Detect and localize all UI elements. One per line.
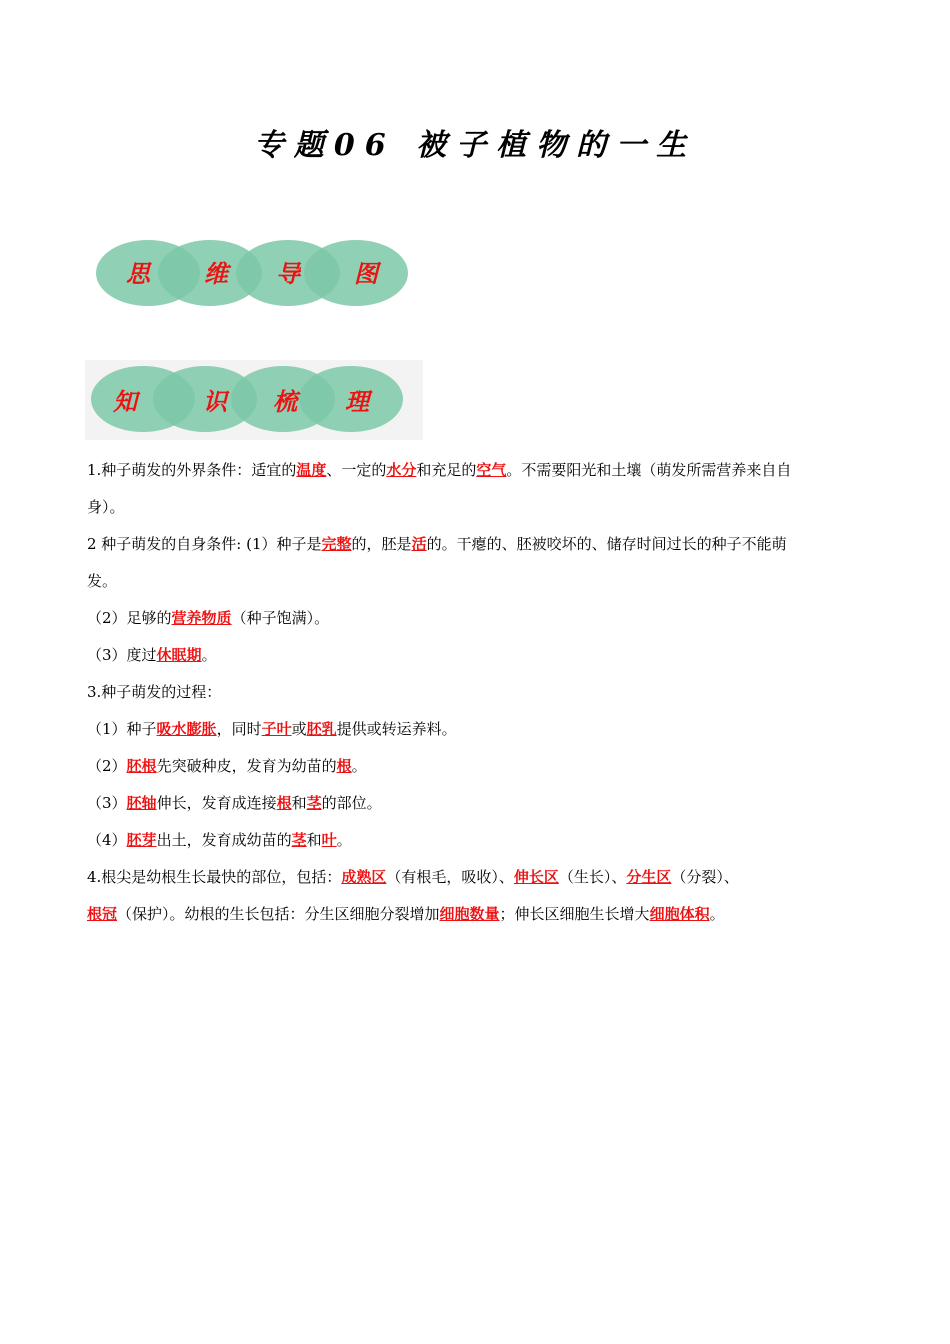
content-line	[87, 637, 867, 674]
content-line	[87, 600, 867, 637]
key-term: 伸长区	[513, 868, 559, 886]
text-run: 。	[351, 757, 367, 775]
text-run: 的部位。	[321, 794, 382, 812]
key-term: 叶	[321, 831, 337, 849]
banner-char: 理	[345, 387, 369, 416]
text-run: （有根毛，吸收）、	[386, 868, 514, 886]
text-run: 发。	[87, 572, 118, 590]
banner-char: 识	[203, 387, 227, 416]
text-run: 伸长，发育成连接	[156, 794, 277, 812]
banner-char: 知	[113, 387, 137, 416]
key-term: 活	[411, 535, 427, 553]
key-term: 休眠期	[156, 646, 202, 664]
content-line	[87, 822, 867, 859]
key-term: 茎	[306, 794, 322, 812]
content-line	[87, 674, 867, 711]
text-run: 。	[336, 831, 352, 849]
text-run: 先突破种皮，发育为幼苗的	[156, 757, 337, 775]
text-run: 、一定的	[326, 461, 387, 479]
content-line	[87, 896, 867, 933]
text-run: （1）种子	[87, 720, 157, 738]
text-run: 身）。	[87, 498, 125, 516]
key-term: 吸水膨胀	[156, 720, 217, 738]
text-run: （保护）。幼根的生长包括：分生区细胞分裂增加	[117, 905, 440, 923]
key-term: 胚轴	[126, 794, 157, 812]
banner-char: 梳	[273, 387, 297, 416]
text-run: ，同时	[216, 720, 262, 738]
key-term: 成熟区	[341, 868, 387, 886]
banner-char: 导	[276, 259, 300, 288]
key-term: 茎	[291, 831, 307, 849]
key-term: 细胞体积	[649, 905, 710, 923]
text-run: 1.种子萌发的外界条件：适宜的	[87, 461, 297, 479]
text-run: 3.种子萌发的过程：	[87, 683, 222, 701]
banner-char: 思	[126, 259, 150, 288]
text-run: 和	[291, 794, 307, 812]
content-line	[87, 711, 867, 748]
banner-char: 维	[204, 259, 228, 288]
text-run: （生长）、	[558, 868, 627, 886]
text-run: 出土，发育成幼苗的	[156, 831, 292, 849]
content-line	[87, 526, 867, 563]
content-line	[87, 748, 867, 785]
key-term: 根冠	[87, 905, 118, 923]
text-run: （3）	[87, 794, 127, 812]
mindmap-banner	[90, 236, 430, 316]
key-term: 营养物质	[171, 609, 232, 627]
text-run: 4.根尖是幼根生长最快的部位，包括：	[87, 868, 342, 886]
content-line	[87, 489, 867, 526]
content-line	[87, 785, 867, 822]
text-run: ；伸长区细胞生长增大	[499, 905, 650, 923]
key-term: 根	[276, 794, 292, 812]
text-run: 或	[291, 720, 307, 738]
key-term: 根	[336, 757, 352, 775]
text-run: 和充足的	[416, 461, 477, 479]
text-run: （2）足够的	[87, 609, 172, 627]
key-term: 完整	[321, 535, 352, 553]
text-run: 的。干瘪的、胚被咬坏的、储存时间过长的种子不能萌	[426, 535, 787, 553]
text-run: 。	[201, 646, 217, 664]
key-term: 细胞数量	[439, 905, 500, 923]
key-term: 温度	[296, 461, 327, 479]
content-line	[87, 452, 867, 489]
key-term: 胚根	[126, 757, 157, 775]
text-run: （2）	[87, 757, 127, 775]
text-run: （4）	[87, 831, 127, 849]
text-run: 提供或转运养料。	[336, 720, 457, 738]
key-term: 胚芽	[126, 831, 157, 849]
key-term: 子叶	[261, 720, 292, 738]
text-run: （3）度过	[87, 646, 157, 664]
key-term: 空气	[476, 461, 507, 479]
text-run: 和	[306, 831, 322, 849]
text-run: （种子饱满）。	[231, 609, 330, 627]
text-run: 2 种子萌发的自身条件: (1）种子是	[87, 535, 322, 553]
key-term: 水分	[386, 461, 417, 479]
content-line	[87, 563, 867, 600]
key-term: 胚乳	[306, 720, 337, 738]
key-term: 分生区	[626, 868, 672, 886]
text-run: 的，胚是	[351, 535, 412, 553]
content-line	[87, 859, 867, 896]
page-title: 专题06 被子植物的一生	[253, 128, 697, 163]
knowledge-banner	[85, 360, 423, 440]
text-run: （分裂）、	[671, 868, 739, 886]
knowledge-content	[87, 452, 867, 933]
banner-char: 图	[354, 259, 378, 288]
text-run: 。不需要阳光和土壤（萌发所需营养来自自	[506, 461, 792, 479]
text-run: 。	[709, 905, 725, 923]
